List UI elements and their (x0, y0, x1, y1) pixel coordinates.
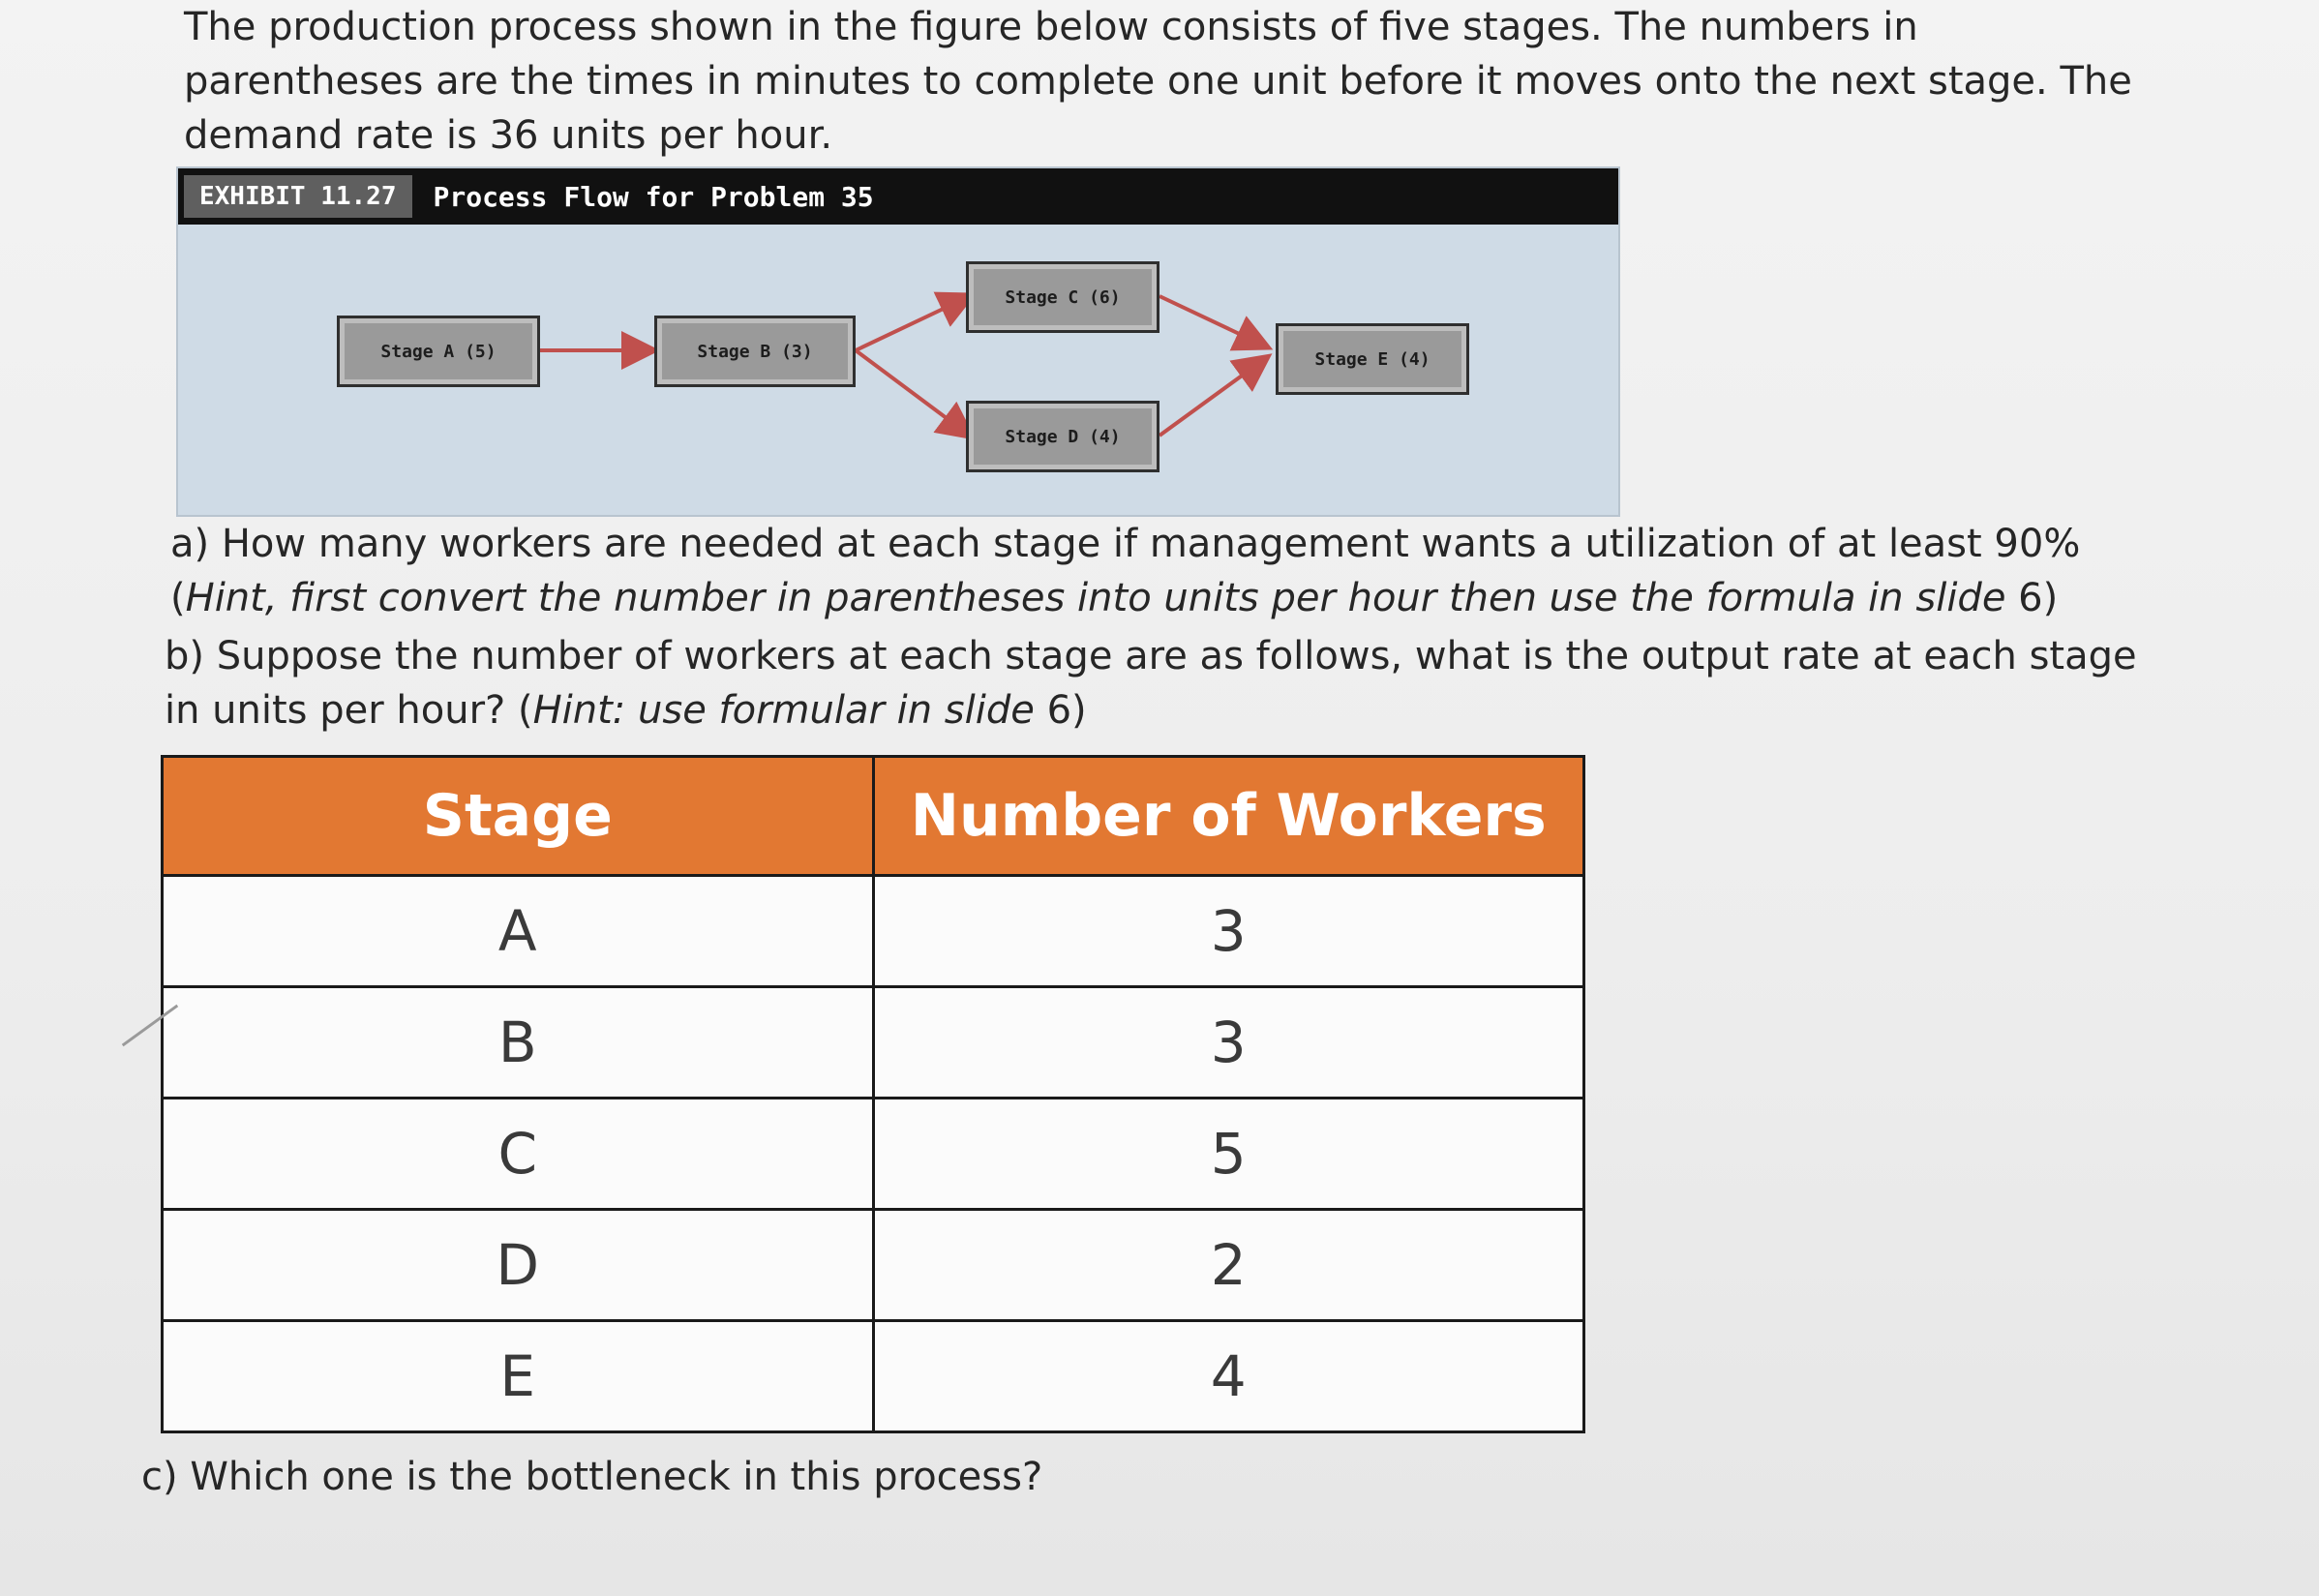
stage-cell: B (163, 987, 874, 1099)
question-b-hint: Hint: use formular in slide (532, 688, 1035, 733)
stage-d-box: Stage D (4) (966, 401, 1160, 472)
stage-cell: C (163, 1099, 874, 1210)
question-c: c) Which one is the bottleneck in this process? (141, 1455, 1043, 1499)
exhibit-header (178, 168, 1618, 225)
arrow-b-to-c (856, 296, 970, 350)
workers-cell: 3 (873, 876, 1584, 987)
question-b-end: 6) (1034, 688, 1087, 733)
workers-table (161, 755, 1585, 1433)
table-header-row (163, 757, 1584, 876)
stage-cell: A (163, 876, 874, 987)
question-a-text: a) How many workers are needed at each stage if management wants a utilization of at least 90% ( (170, 522, 2081, 620)
stage-cell: E (163, 1321, 874, 1432)
stage-a-box: Stage A (5) (337, 316, 540, 387)
table-row (163, 1321, 1584, 1432)
stage-cell: D (163, 1210, 874, 1321)
question-a (170, 517, 2154, 625)
header-stage: Stage (163, 757, 874, 876)
exhibit-title: Process Flow for Problem 35 (433, 180, 874, 213)
question-a-hint: Hint, first convert the number in parentheses into units per hour then use the formula in slide (185, 576, 2006, 620)
intro-paragraph: The production process shown in the figure below consists of five stages. The numbers in parentheses are the times in minutes to complete one unit before it moves onto the next stage. The demand rate is 36 units per hour. (184, 5, 2132, 158)
table-row (163, 876, 1584, 987)
question-b-text: b) Suppose the number of workers at each stage are as follows, what is the output rate at each stage in units per hour? ( (165, 634, 2137, 733)
exhibit-tag: EXHIBIT 11.27 (184, 175, 412, 218)
table-row (163, 987, 1584, 1099)
table-row (163, 1099, 1584, 1210)
arrow-d-to-e (1160, 358, 1266, 436)
question-a-end: 6) (2005, 576, 2059, 620)
process-flow-exhibit (176, 166, 1620, 517)
header-workers: Number of Workers (873, 757, 1584, 876)
workers-cell: 3 (873, 987, 1584, 1099)
workers-cell: 2 (873, 1210, 1584, 1321)
stage-b-box: Stage B (3) (654, 316, 856, 387)
stage-c-box: Stage C (6) (966, 261, 1160, 333)
workers-cell: 5 (873, 1099, 1584, 1210)
stage-e-box: Stage E (4) (1276, 323, 1469, 395)
arrow-c-to-e (1160, 296, 1266, 346)
workers-cell: 4 (873, 1321, 1584, 1432)
arrow-b-to-d (856, 350, 970, 436)
table-row (163, 1210, 1584, 1321)
question-b (165, 629, 2158, 738)
